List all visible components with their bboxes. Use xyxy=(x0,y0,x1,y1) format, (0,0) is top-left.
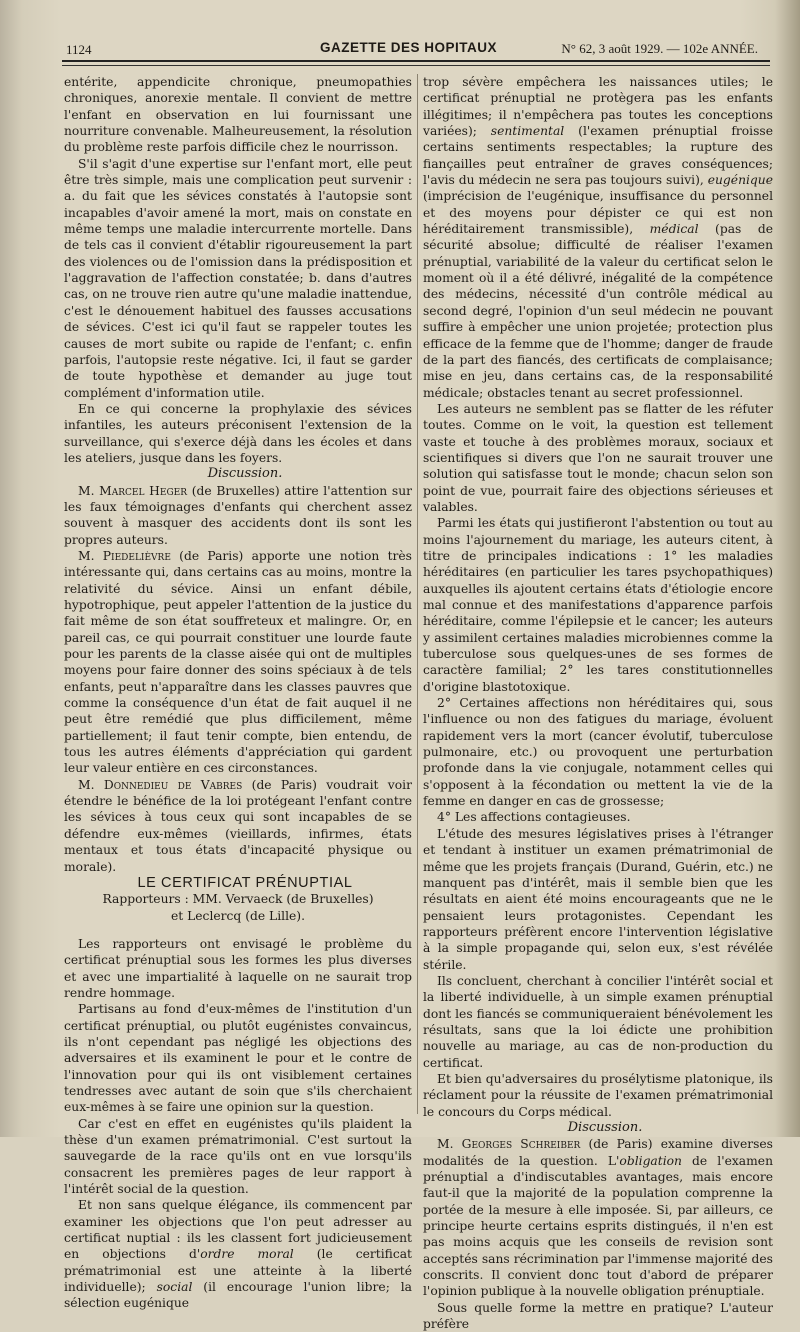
paragraph-text: (de Bruxelles) attire l'attention sur les faux témoignages d'enfants qui cherchent assez souvent à masquer des accidents dont ils sont les propres auteurs. xyxy=(64,483,412,547)
discussion-heading: Discussion. xyxy=(567,1120,643,1135)
paragraph-text: de l'examen prénuptial a d'indiscutables avantages, mais encore faut-il que la majorité de la population comprenne la portée de la mesure à elle imposée. Si, par ailleurs, ce principe heurte certains esprits distingués, il n'en est pas moins acquis que les conseils de revision sont acceptés sans récrimination par l'immense majorité des conscrits. Il convient donc tout d'abord de préparer l'opinion publique à la nouvelle obligation prénuptiale. xyxy=(423,1153,773,1299)
paragraph-text: (le certificat prématrimonial est une atteinte à la liberté individuelle); xyxy=(64,1247,412,1295)
paragraph xyxy=(64,777,412,875)
paragraph: Ils concluent, cherchant à concilier l'intérêt social et la liberté individuelle, à un simple examen prénuptial dont les fiancés se communiqueraient bénévolement les résultats, sans que la loi édicte une prohibition nouvelle au mariage, au cas de non-production du certificat. xyxy=(423,973,773,1070)
paragraph-text: (imprécision de l'eugénique, insuffisance du personnel et des moyens pour dépister ce qui est non héréditairement transmissible), xyxy=(423,189,773,237)
paragraph xyxy=(423,1136,773,1299)
paragraph xyxy=(423,74,773,401)
paragraph-text: (de Paris) voudrait voir étendre le bénéfice de la loi protégeant l'enfant contre les sévices à tous ceux qui sont incapables de se défendre eux-mêmes (vieillards, infirmes, états mentaux et tous états d'incapacité physique ou morale). xyxy=(64,777,412,874)
speaker-name: M. Donnedieu de Vabres xyxy=(78,777,243,792)
italic-term: ordre moral xyxy=(200,1247,294,1262)
issue-info: N° 62, 3 août 1929. — 102e ANNÉE. xyxy=(561,41,758,56)
paragraph: 2° Certaines affections non héréditaires qui, sous l'influence ou non des fatigues du mariage, évoluent rapidement vers la mort (cancer évolutif, tuberculose pulmonaire, etc.) ou provoquent une perturbation profonde dans la vie conjugale, notamment celles qui s'opposent à la fécondation ou mettent la vie de la femme en danger en cas de grossesse; xyxy=(423,696,773,809)
header-rule-thin xyxy=(62,65,770,66)
paragraph: Les auteurs ne semblent pas se flatter de les réfuter toutes. Comme on le voit, la question est tellement vaste et touche à des problèmes moraux, sociaux et scientifiques si divers que l'on ne saurait trouver une solution qui satisfasse tout le monde; chacun selon son point de vue, pourrait faire des objections sérieuses et valables. xyxy=(423,401,773,514)
italic-term: obligation xyxy=(619,1153,682,1168)
paragraph-text: (l'examen prénuptial froisse certains sentiments respectables; la rupture des fiançailles peut entraîner de graves conséquences; l'avis du médecin ne sera pas toujours suivi), xyxy=(423,124,773,188)
paragraph-text: (il encourage l'union libre; la sélection eugénique xyxy=(64,1280,412,1311)
speaker-name: M. Piedelièvre xyxy=(78,548,171,563)
rapporteurs-line: et Leclercq (de Lille). xyxy=(170,908,306,923)
section-title: LE CERTIFICAT PRÉNUPTIAL xyxy=(137,874,353,891)
italic-term: social xyxy=(156,1280,193,1295)
left-column xyxy=(64,74,412,1312)
speaker-name: M. Georges Schreiber xyxy=(437,1137,581,1152)
journal-title: GAZETTE DES HOPITAUX xyxy=(320,40,498,55)
column-divider xyxy=(417,74,418,1114)
paragraph xyxy=(64,548,412,777)
paragraph-text: (de Paris) apporte une notion très intéressante qui, dans certains cas au moins, montre la relativité du sévice. Ainsi un enfant débile, hypotrophique, peut appeler l'attention de la justice du fait même de son état souffreteux et malingre. Or, en pareil cas, ce qui pourrait constituer une lourde faute pour les parents de la classe aisée qui ont de multiples moyens pour faire donner des soins spéciaux à de tels enfants, peut n'apparaître dans les classes pauvres que comme la conséquence d'un état de fait auquel il ne peut être remédié que plus difficilement, même partiellement; il faut tenir compte, bien entendu, de tous les autres éléments d'appréciation qui gardent leur valeur entière en ces circonstances. xyxy=(64,548,412,776)
paragraph-text: Et non sans quelque élégance, ils commencent par examiner les objections que l'on peut adresser au certificat nuptial : ils les classent fort judicieusement en objections d' xyxy=(64,1198,412,1262)
paragraph xyxy=(64,1197,412,1311)
paragraph: Et bien qu'adversaires du prosélytisme platonique, ils réclament pour la réussite de l'examen prématrimonial le concours du Corps médical. xyxy=(423,1071,773,1119)
paragraph: En ce qui concerne la prophylaxie des sévices infantiles, les auteurs préconisent l'extension de la surveillance, qui s'exerce déjà dans les écoles et dans les ateliers, jusque dans les foyers. xyxy=(64,401,412,465)
paragraph: Sous quelle forme la mettre en pratique? L'auteur préfère xyxy=(423,1300,773,1332)
rapporteurs-line: Rapporteurs : MM. Vervaeck (de Bruxelles) xyxy=(102,892,374,907)
paragraph: entérite, appendicite chronique, pneumopathies chroniques, anorexie mentale. Il convient de mettre l'enfant en observation en lui fournissant une nourriture convenable. Malheureusement, la résolution du problème reste parfois difficile chez le nourrisson. xyxy=(64,75,412,155)
paragraph: Les rapporteurs ont envisagé le problème du certificat prénuptial sous les formes les plus diverses et avec une impartialité à laquelle on ne saurait trop rendre hommage. xyxy=(64,936,412,1000)
paragraph: S'il s'agit d'une expertise sur l'enfant mort, elle peut être très simple, mais une complication peut survenir : a. du fait que les sévices constatés à l'autopsie sont incapables d'avoir amené la mort, mais on constate en même temps une maladie intercurrente mortelle. Dans de tels cas il convient d'établir rigoureusement la part des violences ou de l'omission dans la prédisposition et l'aggravation de l'affection constatée; b. dans d'autres cas, on ne trouve rien autre qu'une maladie inattendue, c'est le dénouement habituel des fausses accusations de sévices. C'est ici qu'il faut se rappeler toutes les causes de mort subite ou rapide de l'enfant; c. enfin parfois, l'autopsie reste négative. Ici, il faut se garder de toute hypothèse et demander au juge tout complément d'information utile. xyxy=(64,156,412,400)
paragraph: Parmi les états qui justifieront l'abstention ou tout au moins l'ajournement du mariage, les auteurs citent, à titre de principales indications : 1° les maladies héréditaires (en particulier les tares psychopathiques) auxquelles ils ajoutent certains états d'étiologie encore mal connue et des manifestations d'apparence parfois héréditaire, comme l'épilepsie et le cancer; les auteurs y assimilent certaines maladies microbiennes comme la tuberculose sous quelques-unes de ses formes de caractère familial; 2° les tares constitutionnelles d'origine blastotoxique. xyxy=(423,516,773,694)
paragraph: Partisans au fond d'eux-mêmes de l'institution d'un certificat prénuptial, ou plutôt eugénistes convaincus, ils n'ont cependant pas négligé les objections des adversaires et ils examinent le pour et le contre de l'innovation pour qui ils ont visiblement certaines tendresses avec autant de soin que s'ils cherchaient eux-mêmes à se faire une opinion sur la question. xyxy=(64,1002,412,1115)
paragraph xyxy=(64,483,412,548)
page-number: 1124 xyxy=(66,42,92,57)
italic-term: médical xyxy=(649,222,699,237)
paragraph-text: (de Paris) examine diverses modalités de la question. L' xyxy=(423,1137,773,1168)
paragraph: L'étude des mesures législatives prises à l'étranger et tendant à instituer un examen prématrimonial de même que les projets français (Durand, Guérin, etc.) ne manquent pas d'intérêt, mais il semble bien que les résultats en aient été moins encourageants que ne le pensaient leurs protagonistes. Cependant les rapporteurs préfèrent encore l'intervention législative à la simple propagande qui, selon eux, s'est révélée stérile. xyxy=(423,826,773,972)
page-header xyxy=(58,40,770,60)
header-rule xyxy=(62,60,770,62)
paragraph: 4° Les affections contagieuses. xyxy=(437,810,631,825)
paragraph-text: (pas de sécurité absolue; difficulté de réaliser l'examen prénuptial, variabilité de la valeur du certificat selon le moment où il a été délivré, inégalité de la compétence des médecins, nécessité d'un contrôle médical au second degré, l'opinion d'un seul médecin ne pouvant suffire à empêcher une union projetée; protection plus efficace de la femme que de l'homme; danger de fraude de la part des fiancés, des certificats de complaisance; mise en jeu, dans certains cas, de la responsabilité médicale; obstacles tenant au secret professionnel. xyxy=(423,222,774,400)
speaker-name: M. Marcel Heger xyxy=(78,483,187,498)
italic-term: eugénique xyxy=(707,173,773,188)
paragraph: Car c'est en effet en eugénistes qu'ils plaident la thèse d'un examen prématrimonial. C'est surtout la sauvegarde de la race qu'ils ont en vue lorsqu'ils consacrent les premières pages de leur rapport à l'intérêt social de la question. xyxy=(64,1116,412,1197)
discussion-heading: Discussion. xyxy=(207,466,283,482)
italic-term: sentimental xyxy=(490,124,565,139)
paragraph-text: trop sévère empêchera les naissances utiles; le certificat prénuptial ne protègera pas les enfants illégitimes; il n'empêchera pas toutes les conceptions variées); xyxy=(423,75,773,139)
rapporteurs xyxy=(64,891,412,924)
right-column xyxy=(423,74,773,1332)
